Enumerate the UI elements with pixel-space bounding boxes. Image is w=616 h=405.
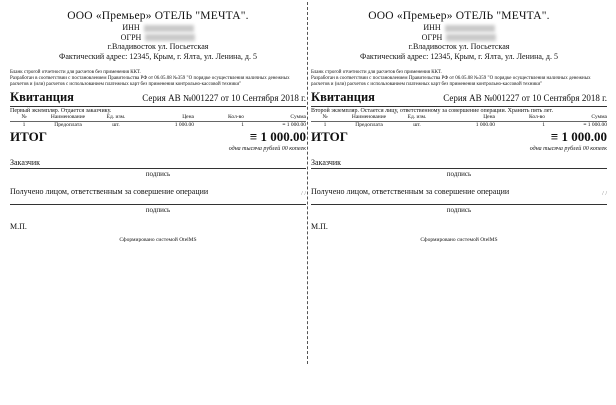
col-qty: Кол-во [529, 114, 545, 121]
receipt-title: Квитанция [311, 90, 375, 105]
total-label: ИТОГ [10, 129, 47, 145]
table-row [10, 122, 306, 129]
item-qty: 1 [241, 121, 244, 128]
legal-notes [311, 70, 607, 87]
series-number: Серия АВ №001227 от 10 Сентября 2018 г. [142, 93, 306, 104]
col-unit: Ед. изм. [407, 114, 427, 121]
item-num: 1 [22, 121, 26, 128]
signature-line [311, 196, 607, 205]
footer-note: Сформировано системой OtelMS [420, 237, 498, 244]
inn-redacted [445, 25, 495, 32]
signature-hint: подпись [446, 170, 472, 179]
receipt-header [10, 10, 306, 61]
table-header [311, 114, 607, 122]
col-sum: Сумма [591, 114, 607, 121]
actual-address: Фактический адрес: 12345, Крым, г. Ялта, ул. Ленина, д. 5 [59, 51, 257, 61]
col-name: Наименование [351, 114, 387, 121]
ogrn-label: ОГРН [120, 32, 142, 42]
inn-line [311, 23, 607, 33]
total-value: ≡ 1 000.00 [249, 129, 306, 145]
footer-note: Сформировано системой OtelMS [119, 237, 197, 244]
city-address: г.Владивосток ул. Посьетская [408, 42, 510, 51]
total-in-words: одна тысяча рублей 00 копеек [529, 146, 607, 153]
receipt-copy-customer [10, 0, 306, 405]
item-num: 1 [323, 121, 327, 128]
item-qty: 1 [542, 121, 545, 128]
item-sum: ≡ 1 000.00 [282, 121, 306, 128]
customer-label: Заказчик [10, 158, 306, 169]
copy-note: Первый экземпляр. Отдается заказчику. [10, 108, 112, 115]
total-row [311, 129, 607, 145]
ogrn-redacted [446, 34, 496, 41]
ogrn-line [10, 33, 306, 43]
item-sum: ≡ 1 000.00 [583, 121, 607, 128]
inn-label: ИНН [122, 23, 140, 32]
total-row [10, 129, 306, 145]
signature-hint: подпись [446, 206, 472, 215]
col-sum: Сумма [290, 114, 306, 121]
ogrn-redacted [145, 34, 195, 41]
col-name: Наименование [50, 114, 86, 121]
receipt-header [311, 10, 607, 61]
total-label: ИТОГ [311, 129, 348, 145]
receipt-title: Квитанция [10, 90, 74, 105]
received-text: Получено лицом, ответственным за совершение операции [10, 187, 209, 197]
item-unit: шт. [413, 121, 421, 128]
org-name: ООО «Премьер» ОТЕЛЬ "МЕЧТА". [368, 10, 550, 22]
inn-redacted [144, 25, 194, 32]
developed-note: Разработан в соответствии с постановлением Правительства РФ от 06.05.08 №359 "О порядке осуществления наличных денежных расчетов и (или) расчетов с использованием платежных карт без применения контрольно-кассовой техники" [311, 75, 591, 87]
receipt-copy-operator [311, 0, 607, 405]
items-table [311, 114, 607, 128]
series-number: Серия АВ №001227 от 10 Сентября 2018 г. [443, 93, 607, 104]
strict-form-note: Бланк строгой отчетности для расчетов без применения ККТ. [10, 70, 141, 75]
org-name: ООО «Премьер» ОТЕЛЬ "МЕЧТА". [67, 10, 249, 22]
received-line [311, 187, 607, 196]
slash-marks: / / [602, 191, 607, 198]
col-price: Цена [483, 114, 495, 121]
legal-notes [10, 70, 306, 87]
ogrn-label: ОГРН [421, 32, 443, 42]
cut-line [307, 2, 308, 364]
strict-form-note: Бланк строгой отчетности для расчетов без применения ККТ. [311, 70, 442, 75]
item-price: 1 000.00 [174, 121, 194, 128]
item-unit: шт. [112, 121, 120, 128]
copy-note: Второй экземпляр. Остается лицу, ответственному за совершение операции. Хранить пять лет. [311, 108, 554, 115]
title-row [311, 90, 607, 107]
received-text: Получено лицом, ответственным за совершение операции [311, 187, 510, 197]
total-value: ≡ 1 000.00 [550, 129, 607, 145]
total-in-words: одна тысяча рублей 00 копеек [228, 146, 306, 153]
customer-label: Заказчик [311, 158, 607, 169]
signature-hint: подпись [145, 206, 171, 215]
item-price: 1 000.00 [475, 121, 495, 128]
signature-line [10, 196, 306, 205]
received-line [10, 187, 306, 196]
col-price: Цена [182, 114, 194, 121]
slash-marks: / / [301, 191, 306, 198]
table-header [10, 114, 306, 122]
city-address: г.Владивосток ул. Посьетская [107, 42, 209, 51]
items-table [10, 114, 306, 128]
ogrn-line [311, 33, 607, 43]
stamp-label: М.П. [10, 222, 27, 232]
title-row [10, 90, 306, 107]
table-row [311, 122, 607, 129]
col-qty: Кол-во [228, 114, 244, 121]
signature-hint: подпись [145, 170, 171, 179]
inn-label: ИНН [423, 23, 441, 32]
actual-address: Фактический адрес: 12345, Крым, г. Ялта, ул. Ленина, д. 5 [360, 51, 558, 61]
inn-line [10, 23, 306, 33]
developed-note: Разработан в соответствии с постановлением Правительства РФ от 06.05.08 №359 "О порядке осуществления наличных денежных расчетов и (или) расчетов с использованием платежных карт без применения контрольно-кассовой техники" [10, 75, 290, 87]
stamp-label: М.П. [311, 222, 328, 232]
col-unit: Ед. изм. [106, 114, 126, 121]
item-name: Предоплата [54, 121, 82, 128]
item-name: Предоплата [355, 121, 383, 128]
col-num: № [322, 114, 328, 121]
col-num: № [21, 114, 27, 121]
